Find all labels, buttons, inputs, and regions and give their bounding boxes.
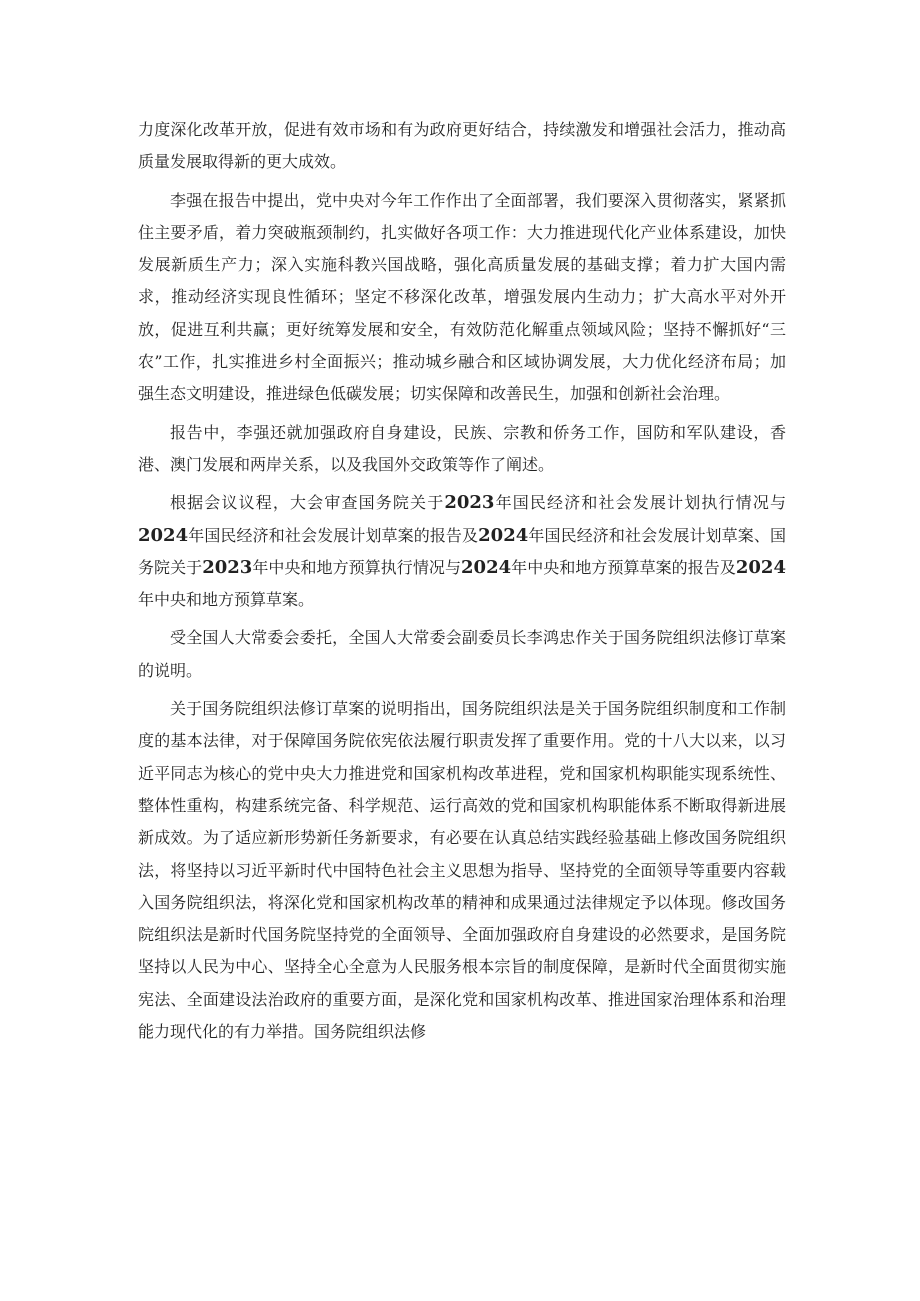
paragraph-agenda-review [138, 487, 786, 616]
agenda-text-1: 根据会议议程，大会审查国务院关于 [170, 493, 445, 513]
paragraph-work-deployment: 李强在报告中提出，党中央对今年工作作出了全面部署，我们要深入贯彻落实，紧紧抓住主要矛盾，着力突破瓶颈制约，扎实做好各项工作：大力推进现代化产业体系建设，加快发展新质生产力；深入实施科教兴国战略，强化高质量发展的基础支撑；着力扩大国内需求，推动经济实现良性循环；坚定不移深化改革，增强发展内生动力；扩大高水平对外开放，促进互利共赢；更好统筹发展和安全，有效防范化解重点领域风险；坚持不懈抓好“三农”工作，扎实推进乡村全面振兴；推动城乡融合和区域协调发展，大力优化经济布局；加强生态文明建设，推进绿色低碳发展；切实保障和改善民生，加强和创新社会治理。 [138, 190, 786, 404]
paragraph-report-other-topics: 报告中，李强还就加强政府自身建设，民族、宗教和侨务工作，国防和军队建设，香港、澳门发展和两岸关系，以及我国外交政策等作了阐述。 [138, 422, 786, 474]
agenda-text-6: 年中央和地方预算草案的报告及 [511, 557, 736, 577]
year-2024-budget-report: 2024 [461, 556, 512, 578]
agenda-text-2: 年国民经济和社会发展计划执行情况与 [494, 493, 786, 513]
year-2024-budget-draft: 2024 [735, 556, 786, 578]
year-2023-plan: 2023 [444, 492, 495, 514]
paragraph-reform-opening: 力度深化改革开放，促进有效市场和有为政府更好结合，持续激发和增强社会活力，推动高质量发展取得新的更大成效。 [138, 120, 786, 172]
year-2024-plan-draft: 2024 [478, 524, 529, 546]
paragraph-organic-law-explanation: 关于国务院组织法修订草案的说明指出，国务院组织法是关于国务院组织制度和工作制度的基本法律，对于保障国务院依宪依法履行职责发挥了重要作用。党的十八大以来，以习近平同志为核心的党中央大力推进党和国家机构改革进程，党和国家机构职能实现系统性、整体性重构，构建系统完备、科学规范、运行高效的党和国家机构职能体系不断取得新进展新成效。为了适应新形势新任务新要求，有必要在认真总结实践经验基础上修改国务院组织法，将坚持以习近平新时代中国特色社会主义思想为指导、坚持党的全面领导等重要内容载入国务院组织法，将深化党和国家机构改革的精神和成果通过法律规定予以体现。修改国务院组织法是新时代国务院坚持党的全面领导、全面加强政府自身建设的必然要求，是国务院坚持以人民为中心、坚持全心全意为人民服务根本宗旨的制度保障，是新时代全面贯彻实施宪法、全面建设法治政府的重要方面，是深化党和国家机构改革、推进国家治理体系和治理能力现代化的有力举措。国务院组织法修 [138, 699, 786, 1042]
paragraph-npc-commission: 受全国人大常委会委托，全国人大常委会副委员长李鸿忠作关于国务院组织法修订草案的说明。 [138, 628, 786, 680]
agenda-text-3: 年国民经济和社会发展计划草案的报告及 [188, 525, 479, 545]
document-body [138, 114, 786, 1054]
year-2024-plan-report: 2024 [138, 524, 189, 546]
agenda-text-5: 年中央和地方预算执行情况与 [252, 557, 462, 577]
year-2023-budget: 2023 [202, 556, 253, 578]
agenda-text-4: 年国民经济和社会发展计划草案、国务院关于 [138, 525, 786, 577]
agenda-text-7: 年中央和地方预算草案。 [138, 590, 315, 610]
